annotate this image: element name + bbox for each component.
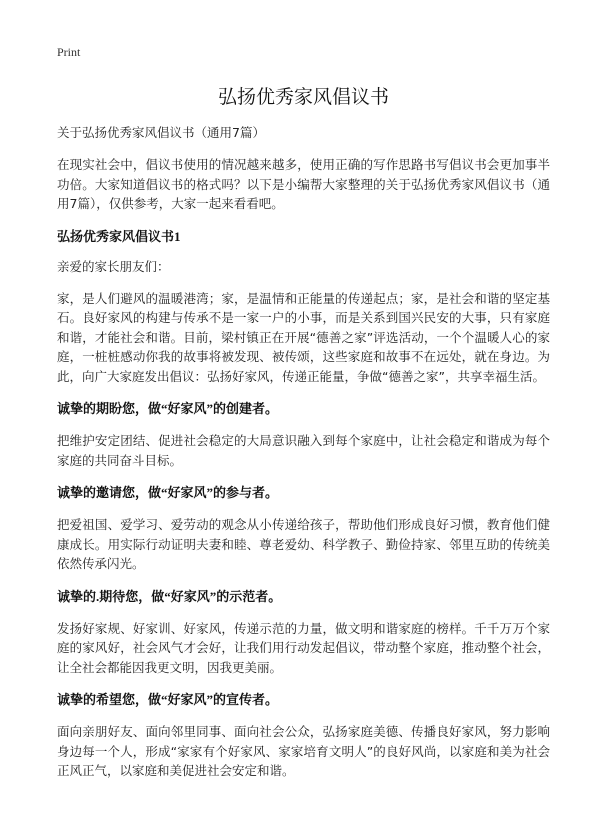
section-body-creator: 把维护安定团结、促进社会稳定的大局意识融入到每个家庭中，让社会稳定和谐成为每个家庭的共同奋斗目标。 [57,433,550,468]
salutation: 亲爱的家长朋友们： [57,258,170,274]
document-subtitle: 关于弘扬优秀家风倡议书（通用7篇） [57,125,265,140]
section-heading-exemplar: 诚挚的.期待您，做“好家风”的示范者。 [57,588,282,604]
intro-paragraph: 在现实社会中，倡议书使用的情况越来越多，使用正确的写作思路书写倡议书会更加事半功倍。大家知道倡议书的格式吗？以下是小编帮大家整理的关于弘扬优秀家风倡议书（通用7篇），仅供参考，大家一起来看看吧。 [57,157,550,211]
section-heading-promoter: 诚挚的希望您，做“好家风”的宣传者。 [57,692,279,707]
article-heading: 弘扬优秀家风倡议书1 [57,228,181,244]
opening-paragraph: 家，是人们避风的温暖港湾；家，是温情和正能量的传递起点；家，是社会和谐的坚定基石。良好家风的构建与传承不是一家一户的小事，而是关系到国兴民安的大事，只有家庭和谐，才能社会和谐。目前，梁村镇正在开展“德善之家”评选活动，一个个温暖人心的家庭，一桩桩感动你我的故事将被发现、被传颂，这些家庭和故事不在远处，就在身边。为此，向广大家庭发出倡议：弘扬好家风，传递正能量，争做“德善之家”，共享幸福生活。 [57,290,550,384]
section-heading-creator: 诚挚的期盼您，做“好家风”的创建者。 [57,401,279,416]
section-body-exemplar: 发扬好家规、好家训、好家风，传递示范的力量，做文明和谐家庭的榜样。千千万万个家庭的家风好，社会风气才会好，让我们用行动发起倡议，带动整个家庭，推动整个社会，让全社会都能因我更文明，因我更美丽。 [57,620,550,675]
section-heading-participant: 诚挚的邀请您，做“好家风”的参与者。 [57,485,279,500]
print-link[interactable]: Print [57,45,81,59]
section-body-promoter: 面向亲朋好友、面向邻里同事、面向社会公众，弘扬家庭美德、传播良好家风，努力影响身边每一个人，形成“家家有个好家风、家家培育文明人”的良好风尚，以家庭和美为社会正风正气，以家庭和美促进社会安定和谐。 [57,724,550,778]
page-title: 弘扬优秀家风倡议书 [217,86,389,108]
section-body-participant: 把爱祖国、爱学习、爱劳动的观念从小传递给孩子，帮助他们形成良好习惯，教育他们健康成长。用实际行动证明夫妻和睦、尊老爱幼、科学教子、勤俭持家、邻里互助的传统美依然传承闪光。 [57,517,550,571]
